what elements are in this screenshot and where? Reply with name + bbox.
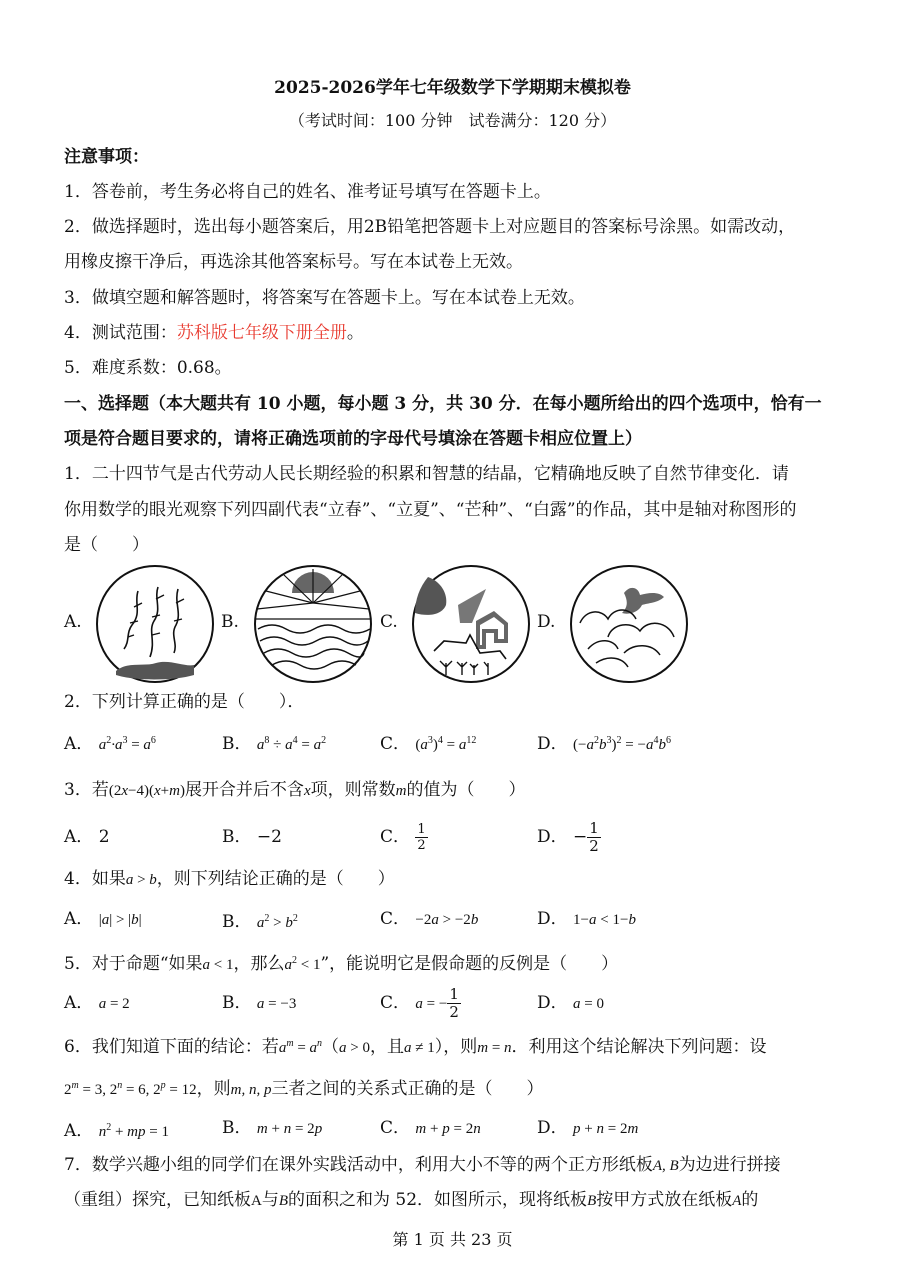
q4-label-a: A． [64,909,94,929]
q6-line1-b: （ [322,1037,340,1057]
q5-stem-b: ，那么 [233,954,285,974]
q4-stem-a: 4．如果 [64,869,126,889]
q6-label-c: C． [380,1118,411,1138]
q4-option-a: A． |a| > |b| [64,909,142,929]
q5-label-d: D． [537,993,568,1013]
q3-option-d: D． − $\frac{1}{2}$ [537,819,599,855]
q1-label-a: A. [64,612,82,632]
q5-label-a: A． [64,993,94,1013]
section1-line2: 项是符合题目要求的，请将正确选项前的字母代号填涂在答题卡相应位置上） [64,429,642,449]
q7-line2-e: 的 [741,1190,759,1210]
q1-label-b: B. [221,612,239,632]
exam-title: 2025-2026学年七年级数学下学期期末模拟卷 [274,78,631,98]
q3-label-c: C． [380,827,411,847]
test-range: 苏科版七年级下册全册 [176,323,347,343]
q3-option-b-value: −2 [256,827,282,847]
q4-stem-b: ，则下列结论正确的是（ ） [156,869,395,889]
q3-option-c: C． $\frac{1}{2}$ [380,822,426,853]
lixia-figure [252,563,374,685]
notice-heading: 注意事项： [64,147,149,167]
q5-stem-c: ”，能说明它是假命题的反例是（ ） [320,954,619,974]
q3-stem: 3．若(2x−4)(x+m)展开合并后不含x项，则常数m的值为（ ） [64,780,526,800]
notice-item-1: 1．答卷前，考生务必将自己的姓名、准考证号填写在答题卡上。 [64,182,551,202]
mangzhong-figure [410,563,532,685]
q1-line1: 1．二十四节气是古代劳动人民长期经验的积累和智慧的结晶，它精确地反映了自然节律变化．请 [64,464,789,484]
q7-line1-a: 7．数学兴趣小组的同学们在课外实践活动中，利用大小不等的两个正方形纸板 [64,1155,653,1175]
q4-option-b: B． $a^2 > b^2$ [222,912,298,932]
q2-label-b: B． [222,734,252,754]
q4-label-b: B． [222,912,252,932]
section1-line1: 一、选择题（本大题共有 10 小题，每小题 3 分，共 30 分．在每小题所给出的四个选项中，恰有一 [64,394,822,414]
q4-stem: 4．如果a > b，则下列结论正确的是（ ） [64,869,395,889]
q3-option-a [64,826,110,848]
q7-line2: （重组）探究，已知纸板A与B的面积之和为 52．如图所示，现将纸板B按甲方式放在纸板A的 [64,1190,759,1210]
q1-label-d: D. [537,612,556,632]
q6-line1-a: 6．我们知道下面的结论：若 [64,1037,279,1057]
q2-label-c: C． [380,734,411,754]
q6-label-b: B． [222,1118,252,1138]
q5-option-d: D． a = 0 [537,993,605,1013]
q6-line1: 6．我们知道下面的结论：若$a^m = a^n(a > 0$，且a ≠ 1），则m = n．利用这个结论解决下列问题：设 [64,1037,767,1057]
q5-option-b: B． a = −3 [222,993,297,1013]
q2-option-c: C． $(a^3)^4 = a^{12}$ [380,734,477,754]
q3-label-a: A． [64,827,94,847]
q4-label-c: C． [380,909,411,929]
q6-line1-c: ，且 [370,1037,404,1057]
q3-stem-c: 项，则常数 [310,780,396,800]
notice-item-2a: 2．做选择题时，选出每小题答案后，用2B铅笔把答题卡上对应题目的答案标号涂黑。如需改动， [64,217,796,237]
q3-label-b: B． [222,827,252,847]
q5-stem: 5．对于命题“如果a < 1，那么$a^2 < 1$”，能说明它是假命题的反例是（ ） [64,954,619,974]
q2-option-b: B． $a^8 \div a^4 = a^2$ [222,734,327,754]
q1-line2: 你用数学的眼光观察下列四副代表“立春”、“立夏”、“芒种”、“白露”的作品，其中是轴对称图形的 [64,500,797,520]
q5-option-c: C． a = − $\frac{1}{2}$ [380,985,459,1021]
q3-stem-b: 展开合并后不含 [184,780,304,800]
notice-item-4-suffix: 。 [346,323,364,343]
lichun-figure [94,563,216,685]
notice-item-2b: 用橡皮擦干净后，再选涂其他答案标号。写在本试卷上无效。 [64,252,523,272]
q6-option-b: B． m + n = 2p [222,1118,323,1138]
q6-line2: $2^m = 3$, $2^n = 6$, $2^p = 12$，则m, n, p三者之间的关系式正确的是（ ） [64,1079,544,1099]
q4-option-c: C． −2a > −2b [380,909,479,929]
q7-line1-b: 为边进行拼接 [678,1155,781,1175]
q3-stem-d: 的值为（ ） [406,780,526,800]
q1-label-c: C. [380,612,398,632]
q6-label-d: D． [537,1118,568,1138]
q2-label-d: D． [537,734,568,754]
q6-label-a: A． [64,1121,94,1141]
notice-item-4-prefix: 4．测试范围： [64,323,177,343]
q1-line3: 是（ ） [64,535,149,555]
q5-label-b: B． [222,993,252,1013]
q2-option-a: A． $a^2\cdot a^3 = a^6$ [64,734,156,754]
q7-line2-b: 与 [261,1190,279,1210]
q3-option-a-value: 2 [98,827,110,847]
notice-item-4 [64,322,364,344]
notice-item-5: 5．难度系数：0.68。 [64,358,232,378]
q5-stem-a: 5．对于命题“如果 [64,954,203,974]
q4-option-d: D． 1−a < 1−b [537,909,636,929]
q5-label-c: C． [380,993,411,1013]
q7-line2-d: 按甲方式放在纸板 [596,1190,733,1210]
q5-option-a: A． a = 2 [64,993,130,1013]
page-footer: 第 1 页 共 23 页 [392,1230,513,1249]
q6-line2-c: 三者之间的关系式正确的是（ ） [271,1079,544,1099]
q4-label-d: D． [537,909,568,929]
q2-option-d: D． $(-a^2b^3)^2 = -a^4b^6$ [537,734,671,754]
q2-label-a: A． [64,734,94,754]
q6-option-d: D． p + n = 2m [537,1118,639,1138]
q6-line1-e: ．利用这个结论解决下列问题：设 [511,1037,767,1057]
q6-option-c: C． m + p = 2n [380,1118,481,1138]
q7-line1: 7．数学兴趣小组的同学们在课外实践活动中，利用大小不等的两个正方形纸板A, B为边进行拼接 [64,1155,781,1175]
notice-item-3: 3．做填空题和解答题时，将答案写在答题卡上。写在本试卷上无效。 [64,288,585,308]
q3-stem-a: 3．若 [64,780,109,800]
bailu-figure [568,563,690,685]
exam-subtitle: （考试时间：100 分钟 试卷满分：120 分） [288,111,617,130]
q6-line2-b: ，则 [196,1079,231,1099]
q6-line1-d: ），则 [434,1037,478,1057]
q7-line2-a: （重组）探究，已知纸板 [64,1190,251,1210]
q3-label-d: D． [537,827,568,847]
q3-option-b [222,826,282,848]
q6-option-a: A． $n^2$ + mp = 1 [64,1121,169,1141]
q7-line2-c: 的面积之和为 52．如图所示，现将纸板 [288,1190,588,1210]
q2-stem: 2．下列计算正确的是（ ）． [64,692,305,712]
